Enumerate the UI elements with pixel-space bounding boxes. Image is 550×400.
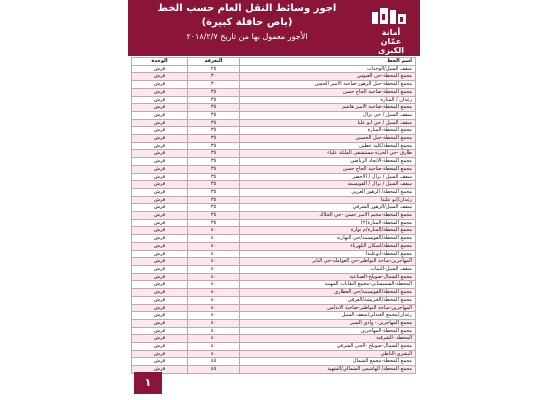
fare-cell: ٣٥ [188, 96, 240, 104]
fare-cell: ٤٠ [188, 335, 240, 343]
fare-cell: ٣٥ [188, 219, 240, 227]
unit-cell: قرش [132, 188, 188, 196]
unit-cell: قرش [132, 65, 188, 73]
logo-text-line2: عمّان [380, 37, 402, 46]
fare-cell: ٤٠ [188, 350, 240, 358]
fare-cell: ٤٠ [188, 258, 240, 266]
table-row [132, 127, 416, 135]
fare-cell: ٤٠ [188, 304, 240, 312]
fare-cell: ٣٥ [188, 173, 240, 181]
route-name-cell: مجمع المحطة-المنارة [240, 127, 416, 135]
route-name-cell: مجمع المحطة/ الهاشمي الشمالي/الشهيد [240, 366, 416, 374]
route-name-cell: مجمع المحطة-ابوعلندا [240, 250, 416, 258]
fare-cell: ٤٥ [188, 358, 240, 366]
table-row [132, 135, 416, 143]
fare-cell: ٣٥ [188, 104, 240, 112]
fare-cell: ٣٥ [188, 181, 240, 189]
effective-date: الأجور معمول بها من تاريخ ٢٠١٨/٢/٧ [186, 32, 308, 41]
unit-cell: قرش [132, 142, 188, 150]
route-name-cell: مجمع المحطة-المنارة(٢) [240, 219, 416, 227]
page-title: اجور وسائط النقل العام حسب الخط [157, 3, 337, 14]
unit-cell: قرش [132, 227, 188, 235]
route-name-cell: مجمع المحطة/كلية حطين [240, 142, 416, 150]
fare-cell: ٣٥ [188, 196, 240, 204]
unit-cell: قرش [132, 296, 188, 304]
table-row [132, 81, 416, 89]
fare-cell: ٣٥ [188, 204, 240, 212]
table-row [132, 265, 416, 273]
table-row [132, 204, 416, 212]
unit-cell: قرش [132, 358, 188, 366]
table-row [132, 196, 416, 204]
route-name-cell: مجمع المحطة-ضاحية الحاج حسن [240, 165, 416, 173]
unit-cell: قرش [132, 281, 188, 289]
table-row [132, 150, 416, 158]
fare-cell: ٤٠ [188, 319, 240, 327]
unit-cell: قرش [132, 196, 188, 204]
route-name-cell: مجمع المهاجرين - وادي السير [240, 319, 416, 327]
route-name-cell: سقف السيل-البنيات [240, 265, 416, 273]
fares-table [131, 57, 416, 374]
table-row [132, 366, 416, 374]
route-name-cell: مجمع المحطة-مخيم الامير حسن -حي الحلاك [240, 212, 416, 220]
fare-cell: ٤٠ [188, 250, 240, 258]
fare-cell: ٤٠ [188, 281, 240, 289]
route-name-cell: سقف السيل/الوحدات [240, 65, 416, 73]
fare-cell: ٤٠ [188, 235, 240, 243]
table-row [132, 296, 416, 304]
table-header-row [132, 58, 416, 66]
route-name-cell: رغدان/مجمع العبدلي/سقف السيل [240, 312, 416, 320]
fare-cell: ٤٠ [188, 273, 240, 281]
fare-cell: ٣٠ [188, 73, 240, 81]
fare-cell: ٤٥ [188, 366, 240, 374]
unit-cell: قرش [132, 343, 188, 351]
fare-cell: ٤٠ [188, 242, 240, 250]
route-name-cell: سقف السيل / نزال / القويسمة [240, 181, 416, 189]
route-name-cell: سقف السيل / نزال / الاخضر [240, 173, 416, 181]
logo-text-line3: الكبرى [378, 46, 404, 55]
document-page [128, 0, 420, 400]
fare-cell: ٤٠ [188, 265, 240, 273]
fare-cell: ٤٠ [188, 296, 240, 304]
route-name-cell: مجمع الشمال-صويلح -الحي الشرقي [240, 343, 416, 351]
table-row [132, 242, 416, 250]
table-row [132, 73, 416, 81]
unit-cell: قرش [132, 119, 188, 127]
fare-cell: ٤٠ [188, 343, 240, 351]
fare-cell: ٣٠ [188, 81, 240, 89]
route-name-cell: مجمع المحطة/الخريشة/العرقي [240, 296, 416, 304]
page-subtitle: (باص حافلة كبيرة) [201, 17, 293, 28]
table-row [132, 319, 416, 327]
unit-cell: قرش [132, 312, 188, 320]
unit-cell: قرش [132, 88, 188, 96]
route-name-cell: سقف السيل/الزهور الشرقي [240, 204, 416, 212]
unit-cell: قرش [132, 250, 188, 258]
table-row [132, 281, 416, 289]
unit-cell: قرش [132, 219, 188, 227]
fare-cell: ٤٠ [188, 227, 240, 235]
table-row [132, 235, 416, 243]
fare-cell: ٤٠ [188, 312, 240, 320]
unit-cell: قرش [132, 242, 188, 250]
route-name-cell: مجمع المحطة-ضاحية الحاج حسن [240, 88, 416, 96]
unit-cell: قرش [132, 96, 188, 104]
header-route-name: اسم الخط [240, 58, 416, 66]
unit-cell: قرش [132, 235, 188, 243]
route-name-cell: مجمع المحطة-حي العبوس [240, 73, 416, 81]
route-name-cell: مجمع الشمال-صويلح-الصناعية [240, 273, 416, 281]
fare-cell: ٣٥ [188, 150, 240, 158]
fare-cell: ٣٥ [188, 188, 240, 196]
table-row [132, 304, 416, 312]
table-row [132, 227, 416, 235]
route-name-cell: سقف السيل / حي ابو عليا [240, 119, 416, 127]
fare-cell: ٣٥ [188, 165, 240, 173]
table-row [132, 142, 416, 150]
table-row [132, 111, 416, 119]
table-row [132, 96, 416, 104]
fare-cell: ٣٥ [188, 142, 240, 150]
route-name-cell: البشري-الناظي [240, 350, 416, 358]
unit-cell: قرش [132, 173, 188, 181]
fare-cell: ٣٥ [188, 111, 240, 119]
unit-cell: قرش [132, 265, 188, 273]
table-row [132, 65, 416, 73]
unit-cell: قرش [132, 158, 188, 166]
fares-table-container [132, 57, 416, 374]
route-name-cell: مجمع المحطة-الاتحاد الرياضي [240, 158, 416, 166]
route-name-cell: مجمع المحطة/اسكان الكهرباء [240, 242, 416, 250]
unit-cell: قرش [132, 150, 188, 158]
table-row [132, 165, 416, 173]
table-row [132, 104, 416, 112]
unit-cell: قرش [132, 181, 188, 189]
table-row [132, 119, 416, 127]
fare-cell: ٣٥ [188, 158, 240, 166]
unit-cell: قرش [132, 258, 188, 266]
table-body [132, 65, 416, 373]
route-name-cell: رغدان / المنارة [240, 96, 416, 104]
page-number: ١ [134, 372, 162, 394]
fare-cell: ٣٥ [188, 135, 240, 143]
route-name-cell: مجمع المحطة/المنارة/م نوارة [240, 227, 416, 235]
route-name-cell: المحطة -الشرقية [240, 335, 416, 343]
fare-cell: ٣٥ [188, 212, 240, 220]
table-row [132, 350, 416, 358]
unit-cell: قرش [132, 127, 188, 135]
page-header [128, 0, 420, 56]
unit-cell: قرش [132, 212, 188, 220]
logo-text-line1: أمانة [381, 28, 401, 37]
table-row [132, 250, 416, 258]
amman-logo [362, 0, 420, 56]
table-row [132, 258, 416, 266]
table-row [132, 212, 416, 220]
route-name-cell: مجمع المحطة-ضاحية الامير هاشم [240, 104, 416, 112]
table-row [132, 343, 416, 351]
table-row [132, 273, 416, 281]
table-row [132, 181, 416, 189]
unit-cell: قرش [132, 335, 188, 343]
unit-cell: قرش [132, 73, 188, 81]
title-block [134, 2, 360, 44]
route-name-cell: المهاجرين-ساحة النواظير-ضاحية الاندلس [240, 304, 416, 312]
unit-cell: قرش [132, 273, 188, 281]
fare-cell: ٢٥ [188, 65, 240, 73]
table-row [132, 358, 416, 366]
unit-cell: قرش [132, 289, 188, 297]
unit-cell: قرش [132, 204, 188, 212]
table-row [132, 158, 416, 166]
table-row [132, 335, 416, 343]
fare-cell: ٣٥ [188, 127, 240, 135]
unit-cell: قرش [132, 111, 188, 119]
route-name-cell: مجمع المحطة-جبل الحسين [240, 135, 416, 143]
route-name-cell: المحطة-الشميساني-مجمع النقابات المهنية [240, 281, 416, 289]
table-row [132, 88, 416, 96]
unit-cell: قرش [132, 104, 188, 112]
route-name-cell: مجمع المحطة/القويسمة/حي العطاري [240, 289, 416, 297]
table-row [132, 188, 416, 196]
amman-citadel-logo-icon [370, 4, 410, 26]
header-unit: الوحدة [132, 58, 188, 66]
route-name-cell: مجمع المحطة-المهاجرين [240, 327, 416, 335]
unit-cell: قرش [132, 319, 188, 327]
unit-cell: قرش [132, 81, 188, 89]
unit-cell: قرش [132, 165, 188, 173]
table-row [132, 219, 416, 227]
route-name-cell: سقف السيل / حي نزال [240, 111, 416, 119]
unit-cell: قرش [132, 135, 188, 143]
route-name-cell: طارق -حي الخزنة-مستشفى الملكة علياء [240, 150, 416, 158]
table-row [132, 289, 416, 297]
fare-cell: ٤٠ [188, 289, 240, 297]
unit-cell: قرش [132, 350, 188, 358]
route-name-cell: مجمع المحطة/ الزهور الغربي [240, 188, 416, 196]
fare-cell: ٣٥ [188, 88, 240, 96]
fare-cell: ٤٠ [188, 327, 240, 335]
route-name-cell: مجمع المحطة-جبل الزهور-ضاحية الامير الحسن [240, 81, 416, 89]
fare-cell: ٣٥ [188, 119, 240, 127]
route-name-cell: مجمع المحطة/القويسمة/حي النهارية [240, 235, 416, 243]
route-name-cell: رغدان/ابو علندا [240, 196, 416, 204]
unit-cell: قرش [132, 366, 188, 374]
route-name-cell: المهاجرين-ساحة النواظير-حي العوامله-حي البابر [240, 258, 416, 266]
unit-cell: قرش [132, 327, 188, 335]
table-row [132, 173, 416, 181]
unit-cell: قرش [132, 304, 188, 312]
route-name-cell: مجمع المحطة-مجمع الشمال [240, 358, 416, 366]
table-row [132, 327, 416, 335]
table-row [132, 312, 416, 320]
header-fare: التعرفة [188, 58, 240, 66]
